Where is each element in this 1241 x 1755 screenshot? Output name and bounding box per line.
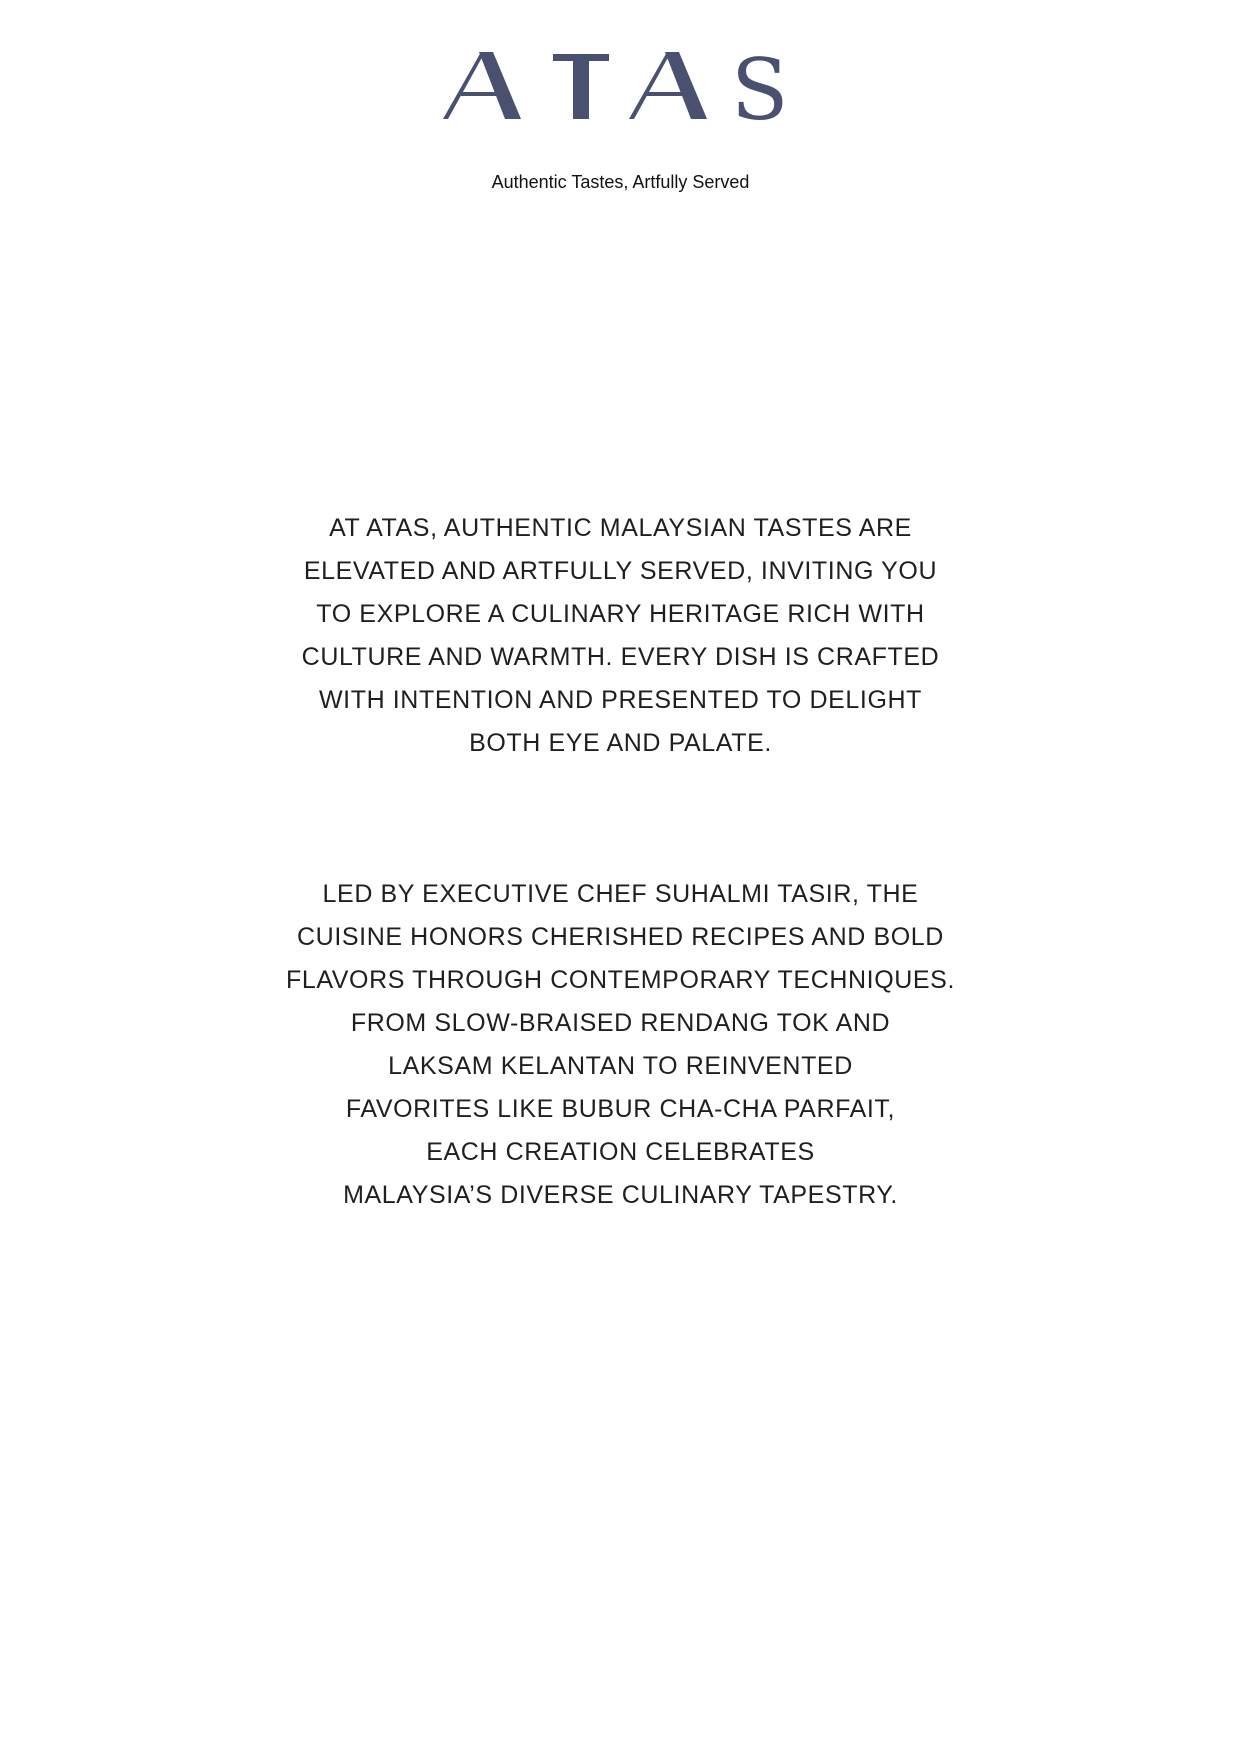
chef-line: LAKSAM KELANTAN TO REINVENTED <box>388 1052 853 1080</box>
chef-line: FROM SLOW-BRAISED RENDANG TOK AND <box>350 1009 891 1037</box>
intro-paragraph <box>0 507 1241 765</box>
chef-line: MALAYSIA’S DIVERSE CULINARY TAPESTRY. <box>343 1181 898 1209</box>
atas-logo-wordmark <box>441 46 801 126</box>
chef-line: LED BY EXECUTIVE CHEF SUHALMI TASIR, THE <box>322 880 919 908</box>
chef-line: FLAVORS THROUGH CONTEMPORARY TECHNIQUES. <box>285 966 955 994</box>
chef-line: FAVORITES LIKE BUBUR CHA-CHA PARFAIT, <box>345 1095 896 1123</box>
chef-paragraph <box>0 873 1241 1217</box>
intro-line: CULTURE AND WARMTH. EVERY DISH IS CRAFTED <box>301 643 940 671</box>
tagline: Authentic Tastes, Artfully Served <box>491 172 750 192</box>
intro-line: WITH INTENTION AND PRESENTED TO DELIGHT <box>318 686 923 714</box>
chef-line: CUISINE HONORS CHERISHED RECIPES AND BOLD <box>297 923 944 951</box>
intro-line: TO EXPLORE A CULINARY HERITAGE RICH WITH <box>316 600 925 628</box>
intro-line: ELEVATED AND ARTFULLY SERVED, INVITING YOU <box>303 557 938 585</box>
brand-logo <box>0 46 1241 126</box>
intro-line: AT ATAS, AUTHENTIC MALAYSIAN TASTES ARE <box>329 514 912 542</box>
intro-line: BOTH EYE AND PALATE. <box>469 729 772 757</box>
logo-letter-s: S <box>730 46 789 126</box>
chef-line: EACH CREATION CELEBRATES <box>426 1138 815 1166</box>
